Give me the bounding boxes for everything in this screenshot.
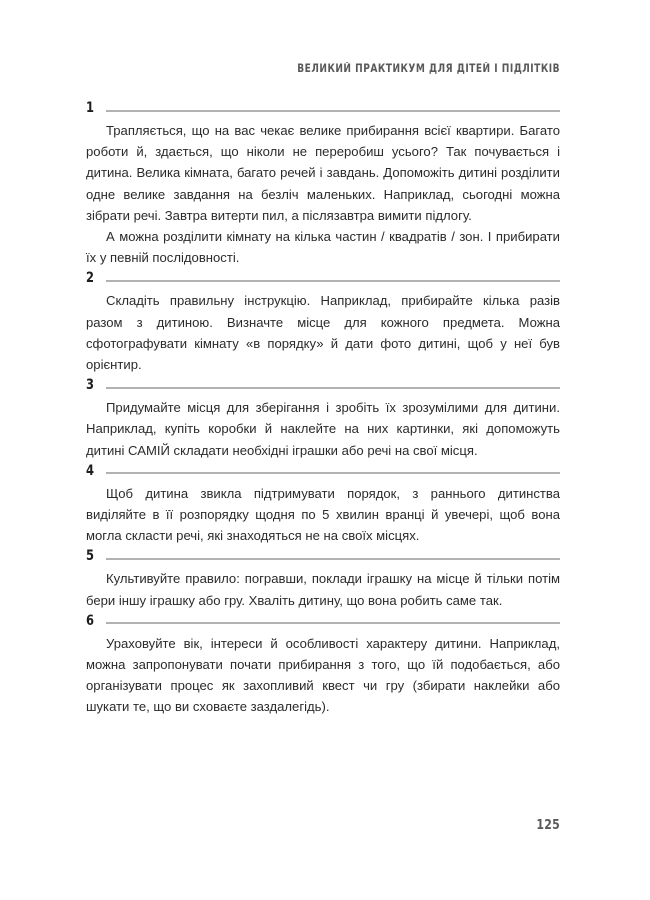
page-number: 125 xyxy=(536,817,560,833)
paragraph: Складіть правильну інструкцію. Наприклад, прибирайте кілька разів разом з дитиною. Визначте місце для кожного предмета. Можна сфотографувати кімнату «в порядку» й дати фото дитині, щоб у неї був орієнтир. xyxy=(86,293,560,373)
section-body xyxy=(86,119,560,268)
section-body xyxy=(86,396,560,461)
section-6 xyxy=(86,611,560,718)
paragraph: Трапляється, що на вас чекає велике прибирання всієї квартири. Багато роботи й, здається, що ніколи не переробиш усього? Так почувається і дитина. Велика кімната, багато речей і завдань. Допоможіть дитині розділити одне велике завдання на безліч маленьких. Наприклад, сьогодні можна зібрати речі. Завтра витерти пил, а післязавтра вимити підлогу. xyxy=(86,123,560,223)
section-rule xyxy=(106,622,560,624)
paragraph: Щоб дитина звикла підтримувати порядок, з раннього дитинства виділяйте в її розпорядку щодня по 5 хвилин вранці й увечері, щоб вона могла скласти речі, які знаходяться не на своїх місцях. xyxy=(86,485,560,544)
page-content xyxy=(86,98,560,718)
section-1 xyxy=(86,98,560,268)
section-heading xyxy=(86,546,560,566)
section-body xyxy=(86,632,560,718)
section-number: 6 xyxy=(86,612,94,629)
section-body xyxy=(86,482,560,547)
section-heading xyxy=(86,268,560,288)
section-heading xyxy=(86,611,560,631)
section-4 xyxy=(86,461,560,547)
section-body xyxy=(86,289,560,375)
section-rule xyxy=(106,472,560,474)
section-number: 1 xyxy=(86,100,94,116)
section-heading xyxy=(86,375,560,395)
running-head: ВЕЛИКИЙ ПРАКТИКУМ ДЛЯ ДІТЕЙ І ПІДЛІТКІВ xyxy=(297,62,560,75)
section-number: 2 xyxy=(86,270,94,287)
paragraph: Придумайте місця для зберігання і зробіть їх зрозумілими для дитини. Наприклад, купіть коробки й наклейте на них картинки, які допоможуть дитині САМІЙ складати необхідні іграшки або речі на свої місця. xyxy=(86,400,560,458)
paragraph: Культивуйте правило: погравши, поклади іграшку на місце й тільки потім бери іншу іграшку або гру. Хваліть дитину, що вона робить саме так. xyxy=(86,571,560,608)
paragraph: А можна розділити кімнату на кілька частин / квадратів / зон. І прибирати їх у певній послідовності. xyxy=(86,229,560,266)
section-rule xyxy=(106,558,560,560)
section-rule xyxy=(106,280,560,282)
section-heading xyxy=(86,461,560,481)
section-3 xyxy=(86,375,560,461)
section-5 xyxy=(86,546,560,610)
section-rule xyxy=(106,110,560,112)
section-heading xyxy=(86,98,560,118)
section-2 xyxy=(86,268,560,375)
section-number: 4 xyxy=(86,462,94,479)
paragraph: Ураховуйте вік, інтереси й особливості характеру дитини. Наприклад, можна запропонувати почати прибирання з того, що їй подобається, або організувати процес як захопливий квест чи гру (збирати наклейки або шукати те, що ви сховаєте заздалегідь). xyxy=(86,635,560,715)
section-number: 5 xyxy=(86,548,94,565)
section-number: 3 xyxy=(86,377,94,394)
section-rule xyxy=(106,387,560,389)
section-body xyxy=(86,567,560,610)
